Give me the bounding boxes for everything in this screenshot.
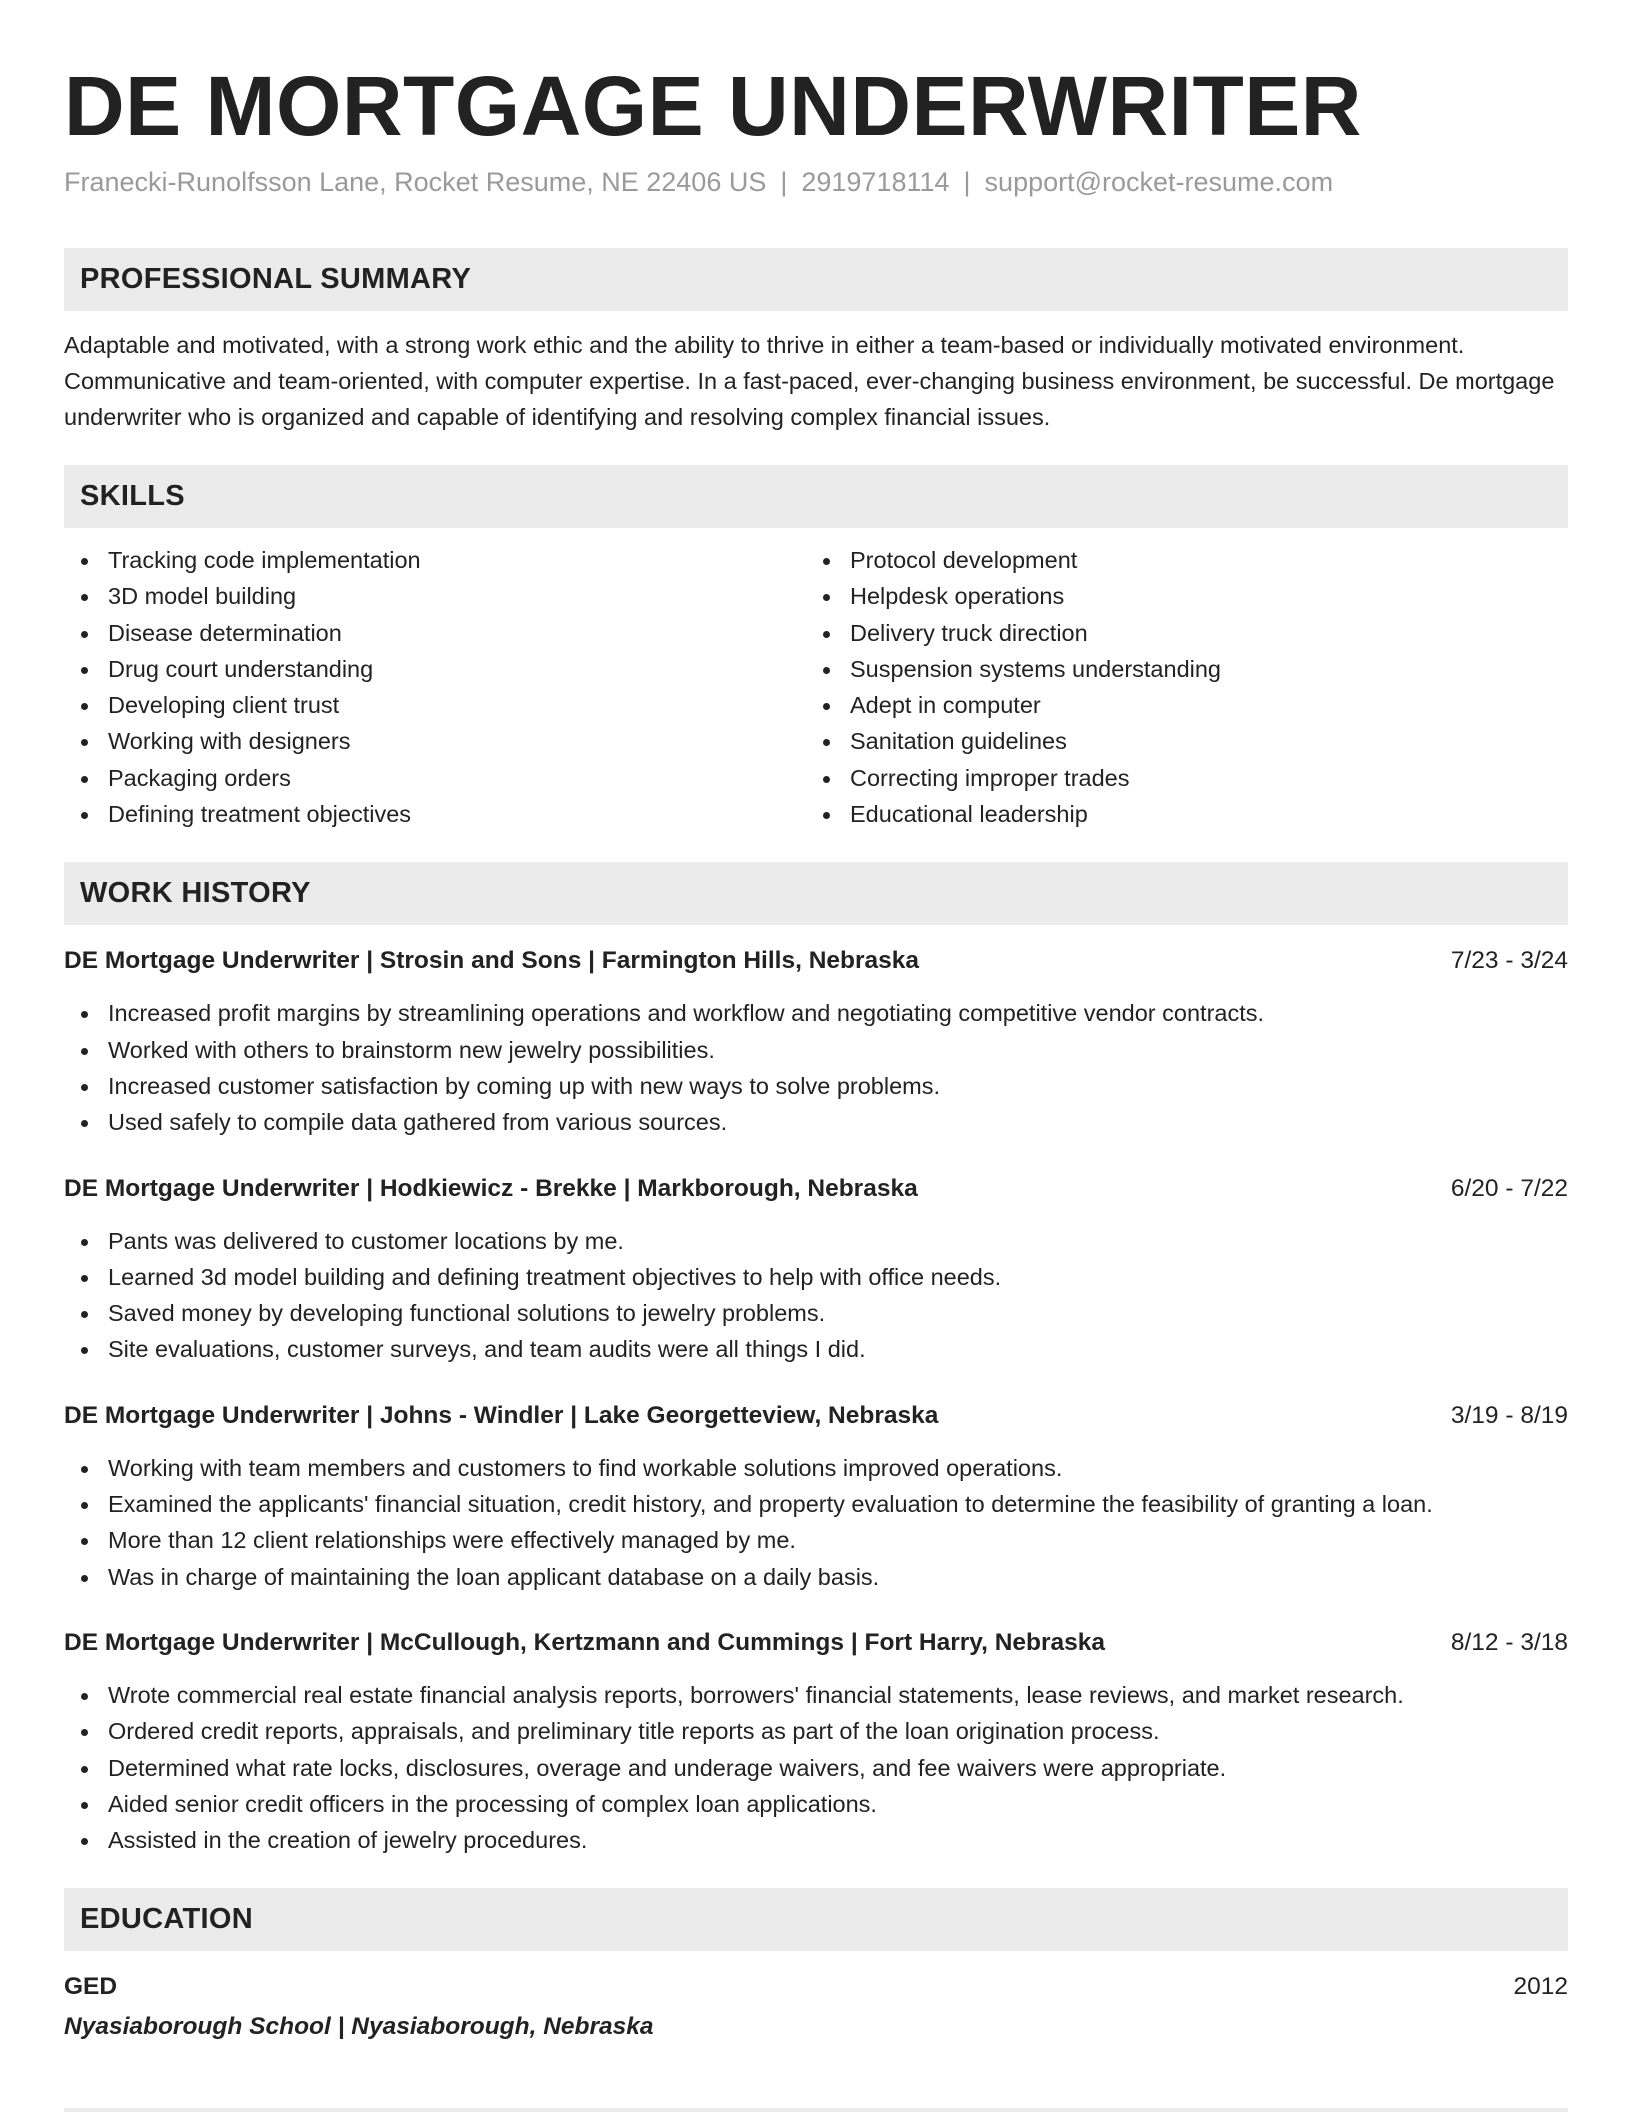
bottom-divider [64,2108,1568,2112]
candidate-name: DE MORTGAGE UNDERWRITER [64,59,1362,153]
job-bullet: Increased profit margins by streamlining operations and workflow and negotiating competitive vendor contracts. [64,995,1568,1031]
job-bullet: Increased customer satisfaction by coming up with new ways to solve problems. [64,1068,1568,1104]
job-bullet: Site evaluations, customer surveys, and team audits were all things I did. [64,1331,1568,1367]
job-bullets [64,1223,1568,1368]
contact-phone: 2919718114 [801,167,950,197]
job-bullet: Worked with others to brainstorm new jewelry possibilities. [64,1032,1568,1068]
job-bullets [64,995,1568,1140]
job-bullet: Pants was delivered to customer locations by me. [64,1223,1568,1259]
job-entry [64,1625,1568,1858]
job-bullet: Examined the applicants' financial situation, credit history, and property evaluation to determine the feasibility of granting a loan. [64,1486,1568,1522]
job-entry [64,943,1568,1140]
job-dates: 6/20 - 7/22 [1450,1174,1568,1202]
skill-item: Correcting improper trades [806,760,1548,796]
education-year: 2012 [1513,1973,1568,2001]
job-title: DE Mortgage Underwriter | Johns - Windler | Lake Georgetteview, Nebraska [64,1401,939,1429]
skill-item: Disease determination [64,615,806,651]
section-header-summary: PROFESSIONAL SUMMARY [64,248,1568,311]
skill-item: Adept in computer [806,687,1548,723]
job-bullets [64,1450,1568,1595]
job-bullet: Was in charge of maintaining the loan applicant database on a daily basis. [64,1559,1568,1595]
skill-item: Protocol development [806,542,1548,578]
skill-item: Packaging orders [64,760,806,796]
education-school: Nyasiaborough School | Nyasiaborough, Nebraska [64,2013,654,2041]
job-header [64,1171,1568,1207]
job-title: DE Mortgage Underwriter | Strosin and Sons | Farmington Hills, Nebraska [64,947,920,975]
job-bullet: Saved money by developing functional solutions to jewelry problems. [64,1295,1568,1331]
job-entry [64,1398,1568,1595]
summary-text: Adaptable and motivated, with a strong work ethic and the ability to thrive in either a team-based or individually motivated environment. Communicative and team-oriented, with computer expertise. In a fast-paced, ever-changing business environment, be successful. De mortgage underwriter who is organized and capable of identifying and resolving complex financial issues. [64,332,1555,430]
section-header-work-history: WORK HISTORY [64,862,1568,925]
contact-separator: | [780,167,788,197]
job-bullet: Working with team members and customers to find workable solutions improved operations. [64,1450,1568,1486]
job-bullet: Assisted in the creation of jewelry procedures. [64,1822,1568,1858]
contact-address: Franecki-Runolfsson Lane, Rocket Resume, NE 22406 US [64,167,767,197]
job-bullet: More than 12 client relationships were effectively managed by me. [64,1522,1568,1558]
section-header-skills: SKILLS [64,465,1568,528]
education-degree: GED [64,1973,118,2001]
job-bullet: Learned 3d model building and defining treatment objectives to help with office needs. [64,1259,1568,1295]
skill-item: Defining treatment objectives [64,796,806,832]
skills-grid [64,542,1568,832]
job-bullet: Aided senior credit officers in the processing of complex loan applications. [64,1786,1568,1822]
job-header [64,943,1568,979]
job-entry [64,1171,1568,1368]
job-bullet: Wrote commercial real estate financial analysis reports, borrowers' financial statements, lease reviews, and market research. [64,1677,1568,1713]
education-entry [64,1969,1568,2045]
job-bullets [64,1677,1568,1858]
skills-column-left [64,542,806,832]
job-header [64,1398,1568,1434]
skill-item: Developing client trust [64,687,806,723]
skill-item: Working with designers [64,723,806,759]
job-title: DE Mortgage Underwriter | McCullough, Kertzmann and Cummings | Fort Harry, Nebraska [64,1628,1106,1656]
job-header [64,1625,1568,1661]
contact-separator: | [963,167,971,197]
job-bullet: Determined what rate locks, disclosures, overage and underage waivers, and fee waivers were appropriate. [64,1750,1568,1786]
job-bullet: Used safely to compile data gathered from various sources. [64,1104,1568,1140]
job-dates: 7/23 - 3/24 [1450,947,1568,975]
skills-column-right [806,542,1548,832]
job-dates: 8/12 - 3/18 [1450,1628,1568,1656]
contact-email: support@rocket-resume.com [984,167,1334,197]
skill-item: Drug court understanding [64,651,806,687]
section-header-education: EDUCATION [64,1888,1568,1951]
job-dates: 3/19 - 8/19 [1450,1401,1568,1429]
skill-item: Suspension systems understanding [806,651,1548,687]
skill-item: Delivery truck direction [806,615,1548,651]
contact-line [64,164,1568,200]
skill-item: 3D model building [64,578,806,614]
skill-item: Sanitation guidelines [806,723,1548,759]
skill-item: Tracking code implementation [64,542,806,578]
skill-item: Educational leadership [806,796,1548,832]
job-title: DE Mortgage Underwriter | Hodkiewicz - Brekke | Markborough, Nebraska [64,1174,918,1202]
skill-item: Helpdesk operations [806,578,1548,614]
job-bullet: Ordered credit reports, appraisals, and preliminary title reports as part of the loan origination process. [64,1713,1568,1749]
education-header [64,1969,1568,2005]
